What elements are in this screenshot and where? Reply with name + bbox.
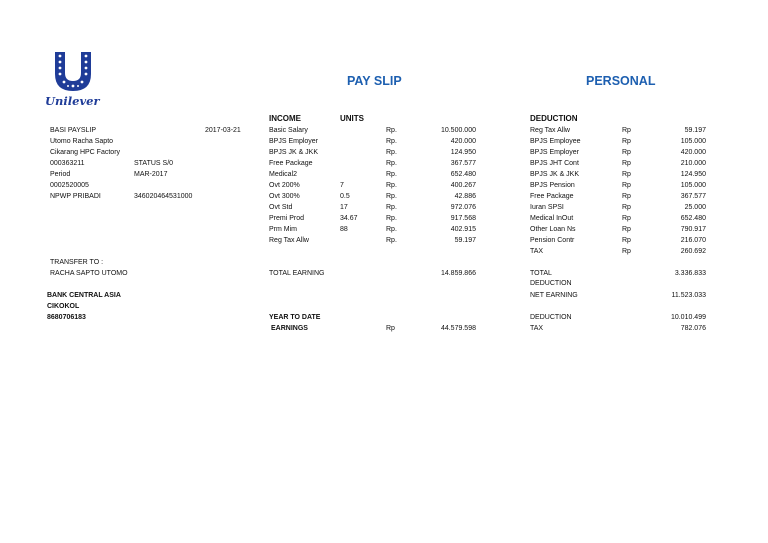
total-deduction-label-1: TOTAL — [530, 270, 552, 277]
deduction-row-amount: 105.000 — [680, 182, 706, 189]
deduction-row-currency: Rp — [622, 193, 631, 200]
deduction-row-amount: 652.480 — [680, 215, 706, 222]
income-row-unit: 0.5 — [340, 193, 350, 200]
deduction-header: DEDUCTION — [530, 114, 578, 123]
income-row-label: Free Package — [269, 160, 313, 167]
deduction-row-amount: 105.000 — [680, 138, 706, 145]
payslip-date: 2017-03-21 — [205, 127, 241, 134]
deduction-row-amount: 260.692 — [680, 248, 706, 255]
income-row-label: Basic Salary — [269, 127, 308, 134]
income-row-label: BPJS Employer — [269, 138, 319, 145]
deduction-row-label: Pension Contr — [530, 237, 575, 244]
deduction-row-label: Free Package — [530, 193, 574, 200]
factory-name: Cikarang HPC Factory — [50, 149, 121, 156]
total-earning-amount: 14.859.866 — [440, 270, 476, 277]
income-row-label: Medical2 — [269, 171, 298, 178]
income-row-label: Premi Prod — [269, 215, 305, 222]
deduction-row-currency: Rp — [622, 237, 631, 244]
transfer-name: RACHA SAPTO UTOMO — [50, 270, 128, 277]
income-row-label: BPJS JK & JKK — [269, 149, 319, 156]
income-row-amount: 400.267 — [450, 182, 476, 189]
npwp-label: NPWP PRIBADI — [50, 193, 101, 200]
income-row-amount: 917.568 — [450, 215, 476, 222]
deduction-row-label: BPJS JHT Cont — [530, 160, 579, 167]
income-row-amount: 10.500.000 — [440, 127, 476, 134]
deduction-row-amount: 25.000 — [684, 204, 706, 211]
income-row-unit: 88 — [340, 226, 348, 233]
income-row-amount: 652.480 — [450, 171, 476, 178]
income-row-unit: 7 — [340, 182, 344, 189]
income-row-currency: Rp. — [386, 215, 397, 222]
income-row-currency: Rp. — [386, 226, 397, 233]
unilever-logo — [44, 48, 114, 110]
income-row-amount: 972.076 — [450, 204, 476, 211]
deduction-row-currency: Rp — [622, 204, 631, 211]
total-earning-label: TOTAL EARNING — [269, 270, 325, 277]
deduction-row-label: Medical InOut — [530, 215, 574, 222]
period-label: Period — [50, 171, 71, 178]
total-deduction-amount: 3.336.833 — [674, 270, 706, 277]
deduction-row-label: Reg Tax Allw — [530, 127, 570, 134]
income-row-amount: 367.577 — [450, 160, 476, 167]
income-row-currency: Rp. — [386, 160, 397, 167]
pay-slip-title: PAY SLIP — [347, 74, 402, 88]
ytd-label: YEAR TO DATE — [269, 314, 321, 321]
bank-account: 8680706183 — [47, 314, 86, 321]
income-header: INCOME — [269, 114, 301, 123]
net-earning-label: NET EARNING — [530, 292, 578, 299]
ytd-tax-label: TAX — [530, 325, 544, 332]
income-row-currency: Rp. — [386, 149, 397, 156]
income-row-amount: 42.886 — [454, 193, 476, 200]
income-row-amount: 59.197 — [454, 237, 476, 244]
bank-name: BANK CENTRAL ASIA — [47, 292, 121, 299]
income-row-unit: 34.67 — [340, 215, 358, 222]
income-row-label: Reg Tax Allw — [269, 237, 309, 244]
employee-code: 0002520005 — [50, 182, 89, 189]
deduction-row-currency: Rp — [622, 215, 631, 222]
income-row-label: Ovt 300% — [269, 193, 300, 200]
employee-name: Utomo Racha Sapto — [50, 138, 114, 145]
income-row-amount: 124.950 — [450, 149, 476, 156]
income-row-label: Ovt 200% — [269, 182, 300, 189]
deduction-row-currency: Rp — [622, 127, 631, 134]
income-row-currency: Rp. — [386, 193, 397, 200]
income-row-currency: Rp. — [386, 127, 397, 134]
income-row-amount: 402.915 — [450, 226, 476, 233]
deduction-row-amount: 367.577 — [680, 193, 706, 200]
unilever-u-logo-icon — [50, 48, 96, 94]
income-row-unit: 17 — [340, 204, 348, 211]
npwp-value: 346020464531000 — [134, 193, 193, 200]
income-row-currency: Rp. — [386, 182, 397, 189]
deduction-row-currency: Rp — [622, 138, 631, 145]
ytd-deduction-label: DEDUCTION — [530, 314, 572, 321]
deduction-row-currency: Rp — [622, 149, 631, 156]
ytd-tax-amount: 782.076 — [680, 325, 706, 332]
net-earning-amount: 11.523.033 — [671, 292, 706, 299]
deduction-row-currency: Rp — [622, 182, 631, 189]
deduction-row-amount: 216.070 — [680, 237, 706, 244]
deduction-row-label: BPJS Employee — [530, 138, 581, 145]
deduction-row-currency: Rp — [622, 226, 631, 233]
employee-number: 000363211 — [50, 160, 85, 167]
income-row-label: Prm Mim — [269, 226, 297, 233]
deduction-row-label: BPJS JK & JKK — [530, 171, 580, 178]
deduction-row-amount: 124.950 — [680, 171, 706, 178]
unilever-wordmark: Unilever — [45, 94, 100, 108]
income-row-amount: 420.000 — [450, 138, 476, 145]
deduction-row-currency: Rp — [622, 248, 631, 255]
income-row-label: Ovt Std — [269, 204, 293, 211]
deduction-row-amount: 59.197 — [684, 127, 706, 134]
ytd-deduction-amount: 10.010.499 — [670, 314, 706, 321]
ytd-earnings-currency: Rp — [386, 325, 395, 332]
income-row-currency: Rp. — [386, 237, 397, 244]
deduction-row-label: Other Loan Ns — [530, 226, 576, 233]
units-header: UNITS — [340, 114, 364, 123]
deduction-row-label: TAX — [530, 248, 544, 255]
deduction-row-currency: Rp — [622, 171, 631, 178]
deduction-row-amount: 210.000 — [680, 160, 706, 167]
period-value: MAR-2017 — [134, 171, 168, 178]
deduction-row-label: Iuran SPSI — [530, 204, 564, 211]
income-row-currency: Rp. — [386, 138, 397, 145]
status-value: STATUS S/0 — [134, 160, 174, 167]
personal-title: PERSONAL — [586, 74, 656, 88]
basic-payslip-label: BASI PAYSLIP — [50, 127, 97, 134]
transfer-to-label: TRANSFER TO : — [50, 259, 104, 266]
deduction-row-currency: Rp — [622, 160, 631, 167]
deduction-row-amount: 790.917 — [680, 226, 706, 233]
bank-branch: CIKOKOL — [47, 303, 80, 310]
total-deduction-label-2: DEDUCTION — [530, 280, 572, 287]
ytd-earnings-label: EARNINGS — [271, 325, 308, 332]
income-row-currency: Rp. — [386, 171, 397, 178]
deduction-row-label: BPJS Pension — [530, 182, 575, 189]
deduction-row-amount: 420.000 — [680, 149, 706, 156]
deduction-row-label: BPJS Employer — [530, 149, 580, 156]
ytd-earnings-amount: 44.579.598 — [440, 325, 476, 332]
income-row-currency: Rp. — [386, 204, 397, 211]
